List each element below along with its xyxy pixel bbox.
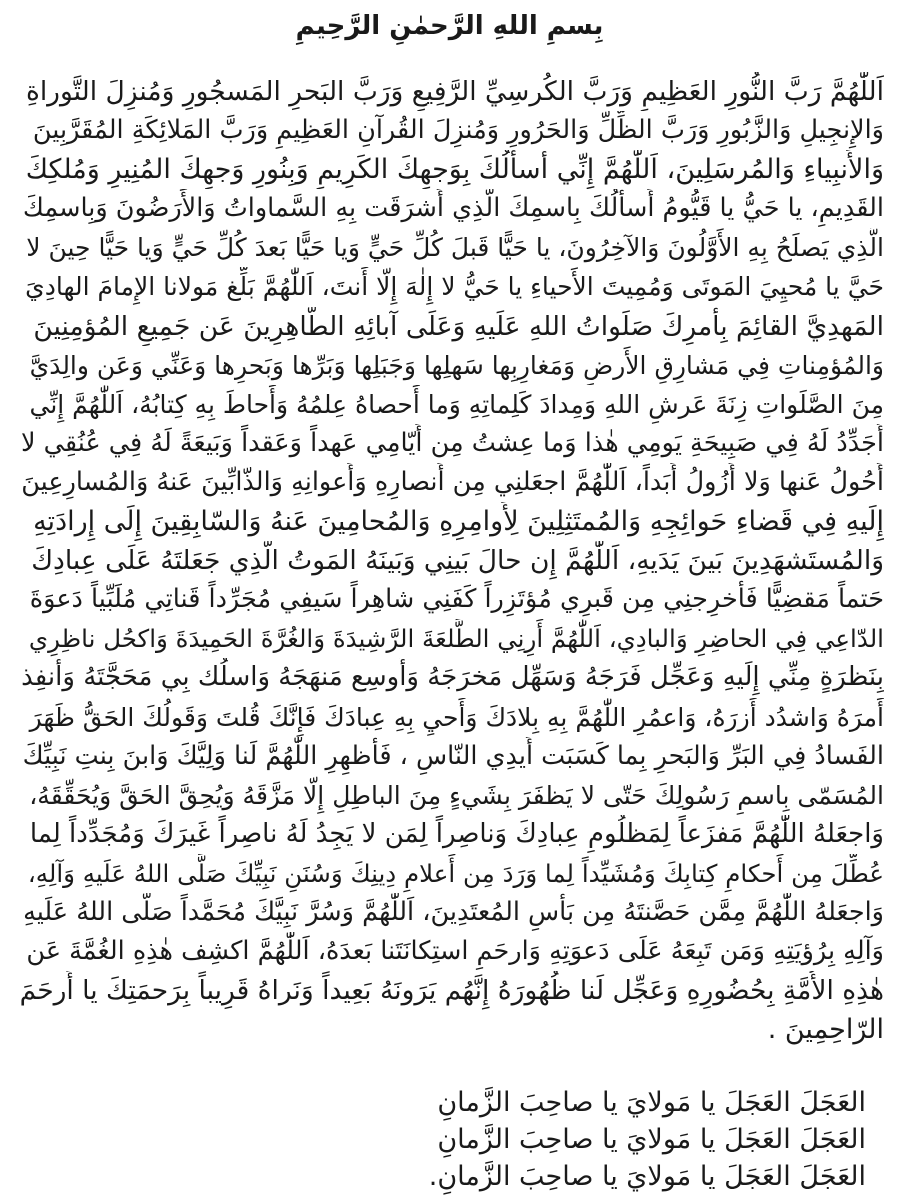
closing-line: العَجَلَ العَجَلَ يا مَولايَ يا صاحِبَ الزَّمانِ.: [428, 1161, 866, 1192]
text-line: إِلَيهِ فِي قَضاءِ حَوائِجِهِ وَالمُمتَثِلِينَ لِأَوامِرِهِ وَالمُحامِينَ عَنهُ وَالسّابِقِينَ إِلَى إِرادَتِهِ: [33, 506, 884, 538]
basmala-heading: بِسمِ اللهِ الرَّحمٰنِ الرَّحِيمِ: [295, 11, 604, 41]
text-line: اَللّٰهُمَّ رَبَّ النُّورِ العَظِيمِ وَرَبَّ الكُرسِيِّ الرَّفِيعِ وَرَبَّ البَحرِ المَسجُورِ وَمُنزِلَ التَّوراةِ: [25, 76, 884, 107]
text-line: وَالمُستَشهَدِينَ بَينَ يَدَيهِ، اَللّٰهُمَّ إِن حالَ بَينِي وَبَينَهُ المَوتُ الَّذِي جَعَلتَهُ عَلَى عِبادِكَ: [31, 545, 884, 577]
text-line: حَتماً مَقضِيًّا فَأَخرِجنِي مِن قَبرِي مُؤتَزِراً كَفَنِي شاهِراً سَيفِي مُجَرِّداً قَناتِي مُلَبِّياً دَعوَةَ: [29, 584, 884, 615]
text-line: الدّاعِي فِي الحاضِرِ وَالبادِي، اَللّٰهُمَّ أَرِنِي الطَّلعَةَ الرَّشِيدَةَ وَالغُرَّةَ الحَمِيدَةَ وَاكحُل ناظِرِي: [28, 624, 884, 654]
text-line: الرّاحِمِينَ .: [767, 1014, 884, 1046]
text-line: بِنَظرَةٍ مِنِّي إِلَيهِ وَعَجِّل فَرَجَهُ وَسَهِّل مَخرَجَهُ وَأَوسِع مَنهَجَهُ وَاسلُك بِي مَحَجَّتَهُ وَأَنفِذ: [21, 662, 884, 693]
text-line: وَالأَنبِياءِ وَالمُرسَلِينَ، اَللّٰهُمَّ إِنِّي أَسأَلُكَ بِوَجهِكَ الكَرِيمِ وَبِنُورِ وَجهِكَ المُنِيرِ وَمُلكِكَ: [25, 154, 884, 186]
closing-invocation: [0, 1084, 866, 1195]
text-line: أُجَدِّدُ لَهُ فِي صَبِيحَةِ يَومِي هٰذا وَما عِشتُ مِن أَيّامِي عَهداً وَعَقداً وَبَيعَةً لَهُ فِي عُنُقِي لا: [20, 427, 884, 458]
closing-line: العَجَلَ العَجَلَ يا مَولايَ يا صاحِبَ الزَّمانِ: [437, 1087, 866, 1118]
text-line: أَحُولُ عَنها وَلا أَزُولُ أَبَداً، اَللّٰهُمَّ اجعَلنِي مِن أَنصارِهِ وَأَعوانِهِ وَالذّابِّينَ عَنهُ وَالمُسارِعِينَ: [21, 466, 884, 497]
closing-line: العَجَلَ العَجَلَ يا مَولايَ يا صاحِبَ الزَّمانِ: [437, 1124, 866, 1155]
text-line: المُسَمّى بِاسمِ رَسُولِكَ حَتّى لا يَظفَرَ بِشَيءٍ مِنَ الباطِلِ إِلّا مَزَّقَهُ وَيُحِقَّ الحَقَّ وَيُحَقِّقَهُ،: [29, 780, 884, 810]
text-line: وَاجعَلهُ اللّٰهُمَّ مَفزَعاً لِمَظلُومِ عِبادِكَ وَناصِراً لِمَن لا يَجِدُ لَهُ ناصِراً غَيرَكَ وَمُجَدِّداً لِما: [29, 818, 884, 849]
text-line: المَهدِيَّ القائِمَ بِأَمرِكَ صَلَواتُ اللهِ عَلَيهِ وَعَلَى آبائِهِ الطّاهِرِينَ عَن جَمِيعِ المُؤمِنِينَ: [33, 310, 884, 342]
text-line: أَمرَهُ وَاشدُد أَزرَهُ، وَاعمُرِ اللّٰهُمَّ بِهِ بِلادَكَ وَأَحيِ بِهِ عِبادَكَ فَإِنَّكَ قُلتَ وَقَولُكَ الحَقُّ ظَهَرَ: [29, 702, 884, 732]
text-line: القَدِيمِ، يا حَيُّ يا قَيُّومُ أَسأَلُكَ بِاسمِكَ الَّذِي أَشرَقَت بِهِ السَّماواتُ وَالأَرَضُونَ وَبِاسمِكَ: [22, 193, 884, 224]
text-line: وَالمُؤمِناتِ فِي مَشارِقِ الأَرضِ وَمَغارِبِها سَهلِها وَجَبَلِها وَبَرِّها وَبَحرِها وَعَنِّي وَعَن والِدَيَّ: [29, 350, 884, 380]
supplication-body: [18, 72, 884, 1049]
text-line: عُطِّلَ مِن أَحكامِ كِتابِكَ وَمُشَيِّداً لِما وَرَدَ مِن أَعلامِ دِينِكَ وَسُنَنِ نَبِيِّكَ صَلَّى اللهُ عَلَيهِ وَآلِهِ،: [27, 858, 884, 888]
text-line: وَالإِنجِيلِ وَالزَّبُورِ وَرَبَّ الظِّلِّ وَالحَرُورِ وَمُنزِلَ القُرآنِ العَظِيمِ وَرَبَّ المَلائِكَةِ المُقَرَّبِينَ: [32, 115, 884, 146]
text-line: حَيَّ يا مُحيِيَ المَوتَى وَمُمِيتَ الأَحياءِ يا حَيُّ لا إِلٰهَ إِلّا أَنتَ، اَللّٰهُمَّ بَلِّغ مَولانا الإِمامَ الهادِيَ: [25, 272, 884, 302]
text-line: هٰذِهِ الأُمَّةِ بِحُضُورِهِ وَعَجِّل لَنا ظُهُورَهُ إِنَّهُم يَرَونَهُ بَعِيداً وَنَراهُ قَرِيباً بِرَحمَتِكَ يا أَرحَمَ: [19, 975, 884, 1007]
text-line: وَاجعَلهُ اللّٰهُمَّ مِمَّن حَصَّنتَهُ مِن بَأسِ المُعتَدِينَ، اَللّٰهُمَّ وَسُرَّ نَبِيَّكَ مُحَمَّداً صَلَّى اللهُ عَلَيهِ: [23, 896, 884, 927]
text-line: مِنَ الصَّلَواتِ زِنَةَ عَرشِ اللهِ وَمِدادَ كَلِماتِهِ وَما أَحصاهُ عِلمُهُ وَأَحاطَ بِهِ كِتابُهُ، اَللّٰهُمَّ إِنِّي: [29, 389, 884, 419]
text-line: وَآلِهِ بِرُؤيَتِهِ وَمَن تَبِعَهُ عَلَى دَعوَتِهِ وَارحَمِ استِكانَتَنا بَعدَهُ، اَللّٰهُمَّ اكشِف هٰذِهِ الغُمَّةَ عَن: [26, 936, 884, 967]
text-line: الفَسادُ فِي البَرِّ وَالبَحرِ بِما كَسَبَت أَيدِي النّاسِ ، فَأَظهِرِ اللّٰهُمَّ لَنا وَلِيَّكَ وَابنَ بِنتِ نَبِيِّكَ: [22, 740, 884, 771]
text-line: الَّذِي يَصلَحُ بِهِ الأَوَّلُونَ وَالآخِرُونَ، يا حَيًّا قَبلَ كُلِّ حَيٍّ وَيا حَيًّا بَعدَ كُلِّ حَيٍّ وَيا حَيًّا حِينَ لا: [26, 233, 884, 263]
